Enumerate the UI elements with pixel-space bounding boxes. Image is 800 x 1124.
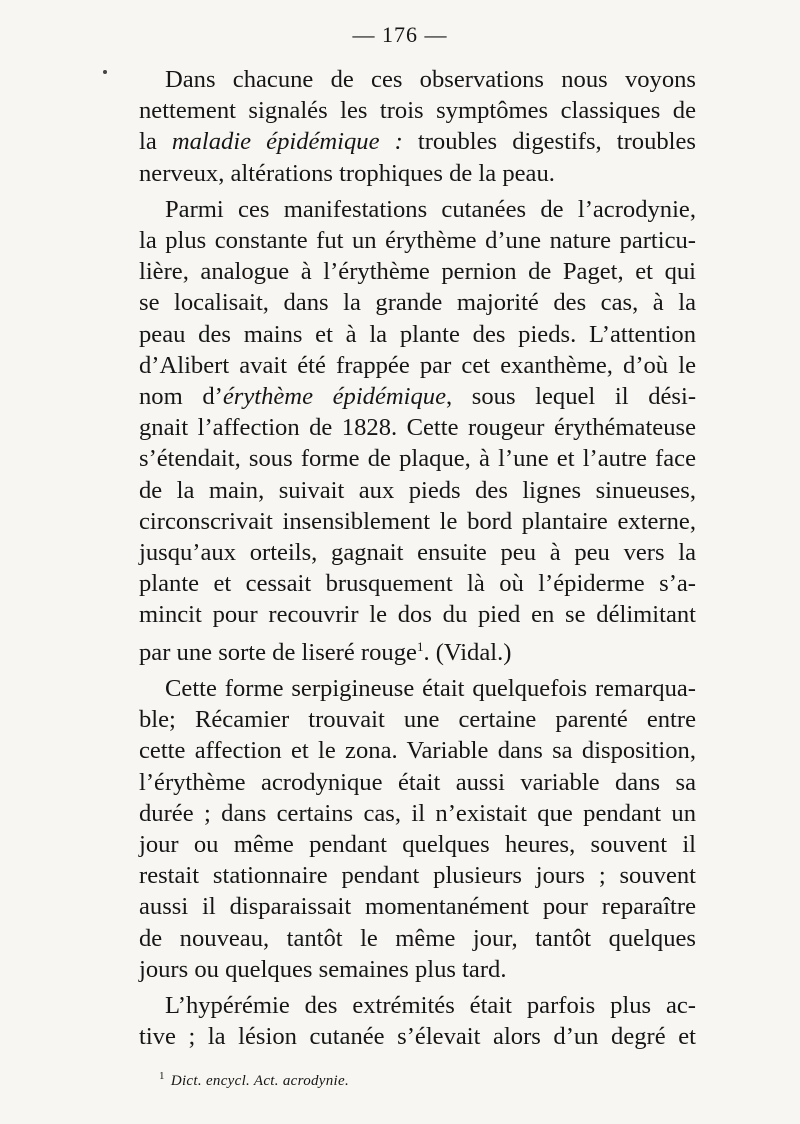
- text-line: Parmi ces manifestations cutanées de l’acrodynie,: [165, 195, 696, 223]
- text-line: jour ou même pendant quelques heures, souvent il: [139, 831, 696, 859]
- body-text: [139, 64, 696, 1052]
- text-line: ble; Récamier trouvait une certaine parenté entre: [139, 706, 696, 734]
- footnote-reference: 1: [416, 638, 424, 654]
- paragraph: [139, 673, 696, 985]
- text-line: Cette forme serpigineuse était quelquefois remarqua-: [165, 675, 696, 703]
- text-line: jusqu’aux orteils, gagnait ensuite peu à peu vers la: [139, 539, 696, 567]
- page-number: — 176 —: [352, 22, 448, 47]
- italic-term: maladie épidémique :: [171, 128, 403, 156]
- text-line: cette affection et le zona. Variable dans sa disposition,: [139, 737, 696, 765]
- text-line: l’érythème acrodynique était aussi variable dans sa: [139, 768, 696, 796]
- text-line: peau des mains et à la plante des pieds. L’attention: [139, 320, 696, 348]
- text-line: se localisait, dans la grande majorité des cas, à la: [139, 289, 696, 317]
- text-line: d’Alibert avait été frappée par cet exanthème, d’où le: [139, 351, 696, 379]
- text-line: gnait l’affection de 1828. Cette rougeur érythémateuse: [139, 414, 696, 442]
- text-line: nettement signalés les trois symptômes classiques de: [139, 97, 696, 125]
- text-line: nom d’érythème épidémique, sous lequel il dési-: [139, 383, 697, 411]
- text-line: jours ou quelques semaines plus tard.: [139, 955, 507, 983]
- text-line: Dans chacune de ces observations nous voyons: [165, 66, 696, 93]
- footnote-text: Dict. encycl. Act. acrodynie.: [170, 1073, 350, 1089]
- text-line: tive ; la lésion cutanée s’élevait alors d’un degré et: [139, 1023, 696, 1051]
- text-line: par une sorte de liseré rouge$^1$. (Vidal.): [139, 638, 512, 666]
- text-line: circonscrivait insensiblement le bord plantaire externe,: [139, 507, 696, 535]
- text-line: aussi il disparaissait momentanément pour reparaître: [139, 893, 696, 921]
- text-line: de la main, suivait aux pieds des lignes sinueuses,: [139, 476, 696, 504]
- print-speck: [103, 70, 107, 74]
- paragraph: [139, 194, 696, 668]
- footnote: [159, 1070, 349, 1090]
- text-line: restait stationnaire pendant plusieurs jours ; souvent: [139, 862, 696, 890]
- footnote-marker: 1: [159, 1070, 165, 1082]
- text-line: plante et cessait brusquement là où l’épiderme s’a-: [139, 570, 696, 598]
- text-line: de nouveau, tantôt le même jour, tantôt quelques: [139, 924, 696, 952]
- text-line: durée ; dans certains cas, il n’existait que pendant un: [139, 799, 696, 827]
- italic-term: érythème épidémique: [222, 383, 446, 411]
- text-line: s’étendait, sous forme de plaque, à l’une et l’autre face: [139, 445, 696, 473]
- text-line: L’hypérémie des extrémités était parfois plus ac-: [165, 992, 696, 1020]
- text-line: mincit pour recouvrir le dos du pied en se délimitant: [139, 601, 696, 629]
- text-line: la maladie épidémique : troubles digestifs, troubles: [139, 128, 696, 156]
- text-line: lière, analogue à l’érythème pernion de Paget, et qui: [139, 258, 696, 286]
- text-line: la plus constante fut un érythème d’une nature particu-: [139, 227, 696, 255]
- paragraph: [139, 990, 696, 1052]
- text-line: nerveux, altérations trophiques de la peau.: [139, 159, 555, 187]
- paragraph: [139, 64, 696, 189]
